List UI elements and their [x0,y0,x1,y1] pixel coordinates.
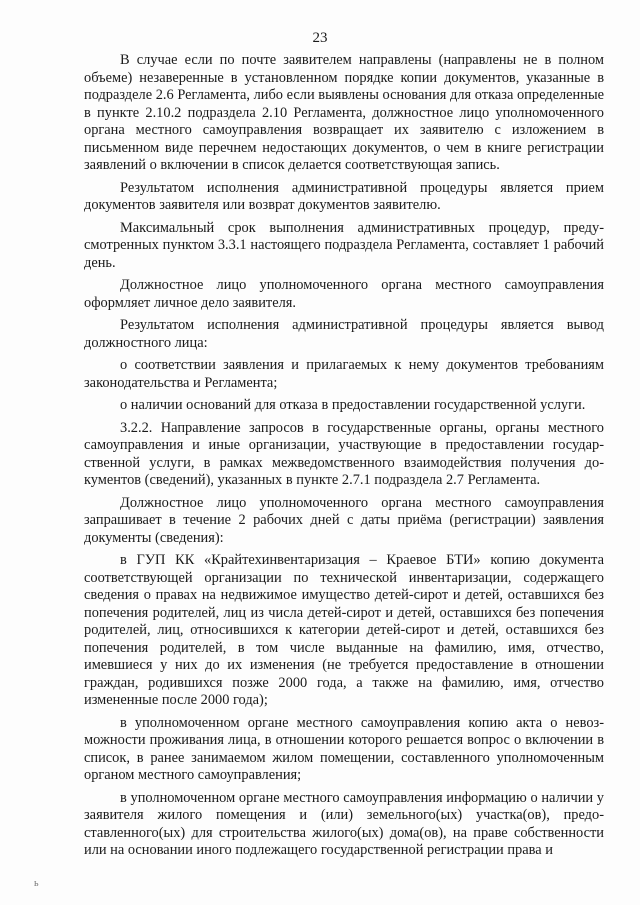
document-body [84,52,604,865]
paragraph-refusal-grounds: о наличии оснований для отказа в предоставлении государственной услуги. [120,397,586,413]
paragraph-result-conclusion: Результатом исполнения административной процедуры является вывод должностного лица: [84,317,604,351]
page-number: 23 [312,30,328,46]
paragraph-max-duration: Максимальный срок выполнения административных процедур, предусмотренных пунктом 3.3.1 настоящего подраздела Регламента, составляет 1 рабочий день. [84,219,604,271]
paragraph-housing-info-request: в уполномоченном органе местного самоуправления информацию о наличии у заявителя жилого помещения и (или) земельного(ых) участка(ов), предоставленного(ых) для строительства жилого(ых) дома(ов), на праве собственности или на основании иного подлежащего государственной регистрации права и [84,789,604,858]
paragraph-result-acceptance: Результатом исполнения административной процедуры является прием документов заявителя или возврат документов заявителю. [84,179,604,213]
paragraph-act-request: в уполномоченном органе местного самоуправления копию акта о невозможности проживания лица, в отношении которого решается вопрос о включении в список, в ранее занимаемом жилом помещении, составленного уполномоченным органом местного самоуправления; [84,714,604,783]
paragraph-requests-intro: Должностное лицо уполномоченного органа местного самоуправления запрашивает в течение 2 рабочих дней с даты приёма (регистрации) заявления документы (сведения): [84,494,604,546]
corner-mark: ь [34,878,39,889]
paragraph-bti-request: в ГУП КК «Крайтехинвентаризация – Краевое БТИ» копию документа соответствующей организации по технической инвентаризации, содержащего сведения о правах на недвижимое имущество детей-сирот и детей, оставшихся без попечения родителей, лиц из числа детей-сирот и детей, оставшихся без попечения родителей, лиц, относившихся к категории детей-сирот и детей, оставшихся без попечения родителей, в том числе выданные на фамилию, имя, отчество, имевшиеся у них до их изменения (не требуется предоставление в отношении граждан, родившихся позже 2000 года, а также на фамилию, имя, отчество измененные после 2000 года); [84,552,604,708]
paragraph-section-3-2-2: 3.2.2. Направление запросов в государственные органы, органы местного самоуправления и иные организации, участвующие в предоставлении государственной услуги, в рамках межведомственного взаимодействия получения документов (сведений), указанных в пункте 2.7.1 подраздела 2.7 Регламента. [84,419,604,488]
paragraph-personal-file: Должностное лицо уполномоченного органа местного самоуправления оформляет личное дело заявителя. [84,277,604,311]
paragraph-compliance: о соответствии заявления и прилагаемых к нему документов требованиям законодательства и Регламента; [84,357,604,391]
paragraph-return-documents: В случае если по почте заявителем направлены (направлены не в полном объеме) незаверенные в установленном порядке копии документов, указанные в подразделе 2.6 Регламента, либо если выявлены основания для отказа определенные в пункте 2.10.2 подраздела 2.10 Регламента, должностное лицо уполномоченного органа местного самоуправления возвращает их заявителю с изложением в письменном виде перечнем недостающих документов, о чем в книге регистрации заявлений о включении в список делается соответствующая запись. [84,52,604,173]
